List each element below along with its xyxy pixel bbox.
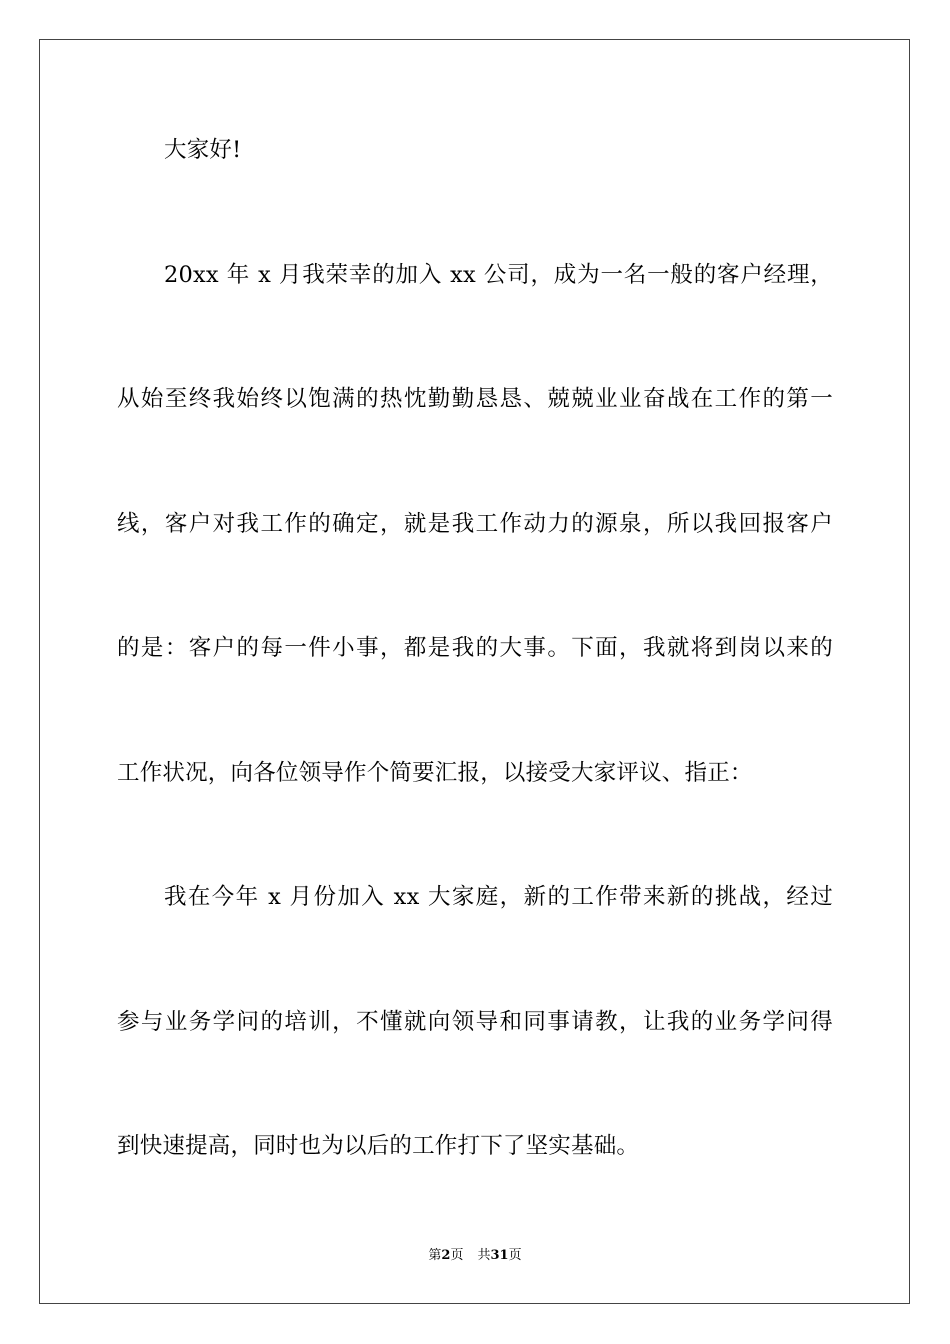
page-prefix: 第 [428, 1248, 442, 1263]
total-prefix: 共 [477, 1248, 491, 1263]
page-suffix: 页 [450, 1248, 464, 1263]
body-line: 20xx 年 x 月我荣幸的加入 xx 公司，成为一名一般的客户经理， [164, 262, 833, 288]
total-suffix: 页 [508, 1248, 522, 1263]
body-line: 线，客户对我工作的确定，就是我工作动力的源泉，所以我回报客户 [117, 511, 833, 537]
page-number: 2 [441, 1248, 451, 1263]
page-border [39, 39, 910, 1304]
body-line: 的是：客户的每一件小事，都是我的大事。下面，我就将到岗以来的 [117, 635, 833, 661]
greeting-line: 大家好! [164, 137, 242, 163]
body-line: 工作状况，向各位领导作个简要汇报，以接受大家评议、指正： [117, 760, 753, 786]
body-line: 从始至终我始终以饱满的热忱勤勤恳恳、兢兢业业奋战在工作的第一 [117, 386, 833, 412]
body-line: 参与业务学问的培训，不懂就向领导和同事请教，让我的业务学问得 [117, 1009, 833, 1035]
page-footer [0, 1247, 950, 1265]
body-line: 我在今年 x 月份加入 xx 大家庭，新的工作带来新的挑战，经过 [164, 884, 833, 910]
body-line: 到快速提高，同时也为以后的工作打下了坚实基础。 [117, 1133, 640, 1159]
total-pages: 31 [490, 1248, 509, 1263]
